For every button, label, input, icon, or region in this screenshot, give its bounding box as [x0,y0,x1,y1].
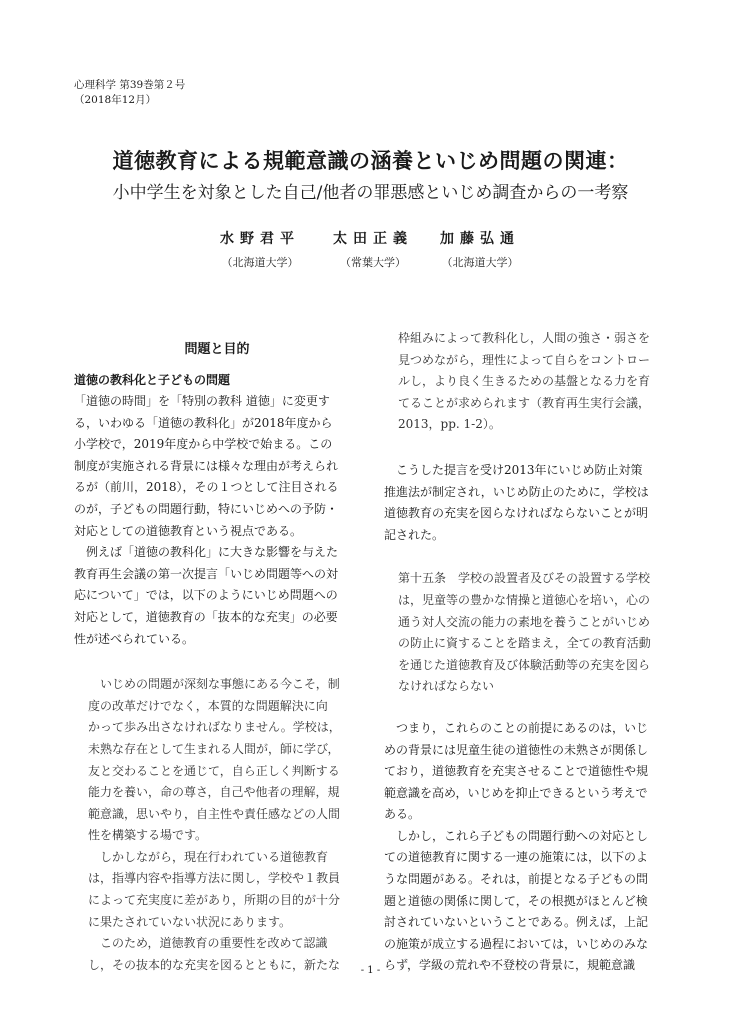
paragraph [384,826,670,977]
quote-line: 見つめながら，理性によって自らをコントロー [398,352,651,367]
text-line: 題と道徳の関係に関して，その根拠がほとんど検 [384,893,648,908]
quote-line: を通じた道徳教育及び体験活動等の充実を図ら [398,657,651,672]
text-line: 性が述べられている。 [74,631,195,646]
paragraph [74,391,360,542]
text-line: る，いわゆる「道徳の教科化」が2018年度から [74,415,333,430]
text-line: 記された。 [384,527,445,542]
author [425,228,535,270]
right-column [384,328,670,977]
quote-line: 度の改革だけでなく，本質的な問題解決に向 [88,698,328,713]
author-name: 太田正義 [333,231,413,247]
quote-line: いじめの問題が深刻な事態にある今こそ，制 [100,677,340,692]
quote-line: の防止に資することを踏まえ，全ての教育活動 [398,636,651,651]
author [205,228,315,270]
text-line: 範意識を高め，いじめを抑止できるという考えで [384,785,648,800]
quote-line: し，その抜本的な充実を図るとともに，新たな [88,957,341,972]
quote-line: 枠組みによって教科化し，人間の強さ・弱さを [398,331,651,345]
quote-line: 友と交わることを通じて，自ら正しく判断する [88,763,340,778]
text-line: 対応としての道徳教育という視点である。 [74,523,303,538]
left-column [74,340,360,976]
paper-subtitle: 小中学生を対象とした自己/他者の罪悪感といじめ調査からの一考察 [112,183,629,203]
author-affiliation: （北海道大学） [221,256,299,269]
block-quote [74,674,360,976]
journal-date: （2018年12月） [74,94,157,106]
text-line: めの背景には児童生徒の道徳性の未熟さが関係し [384,742,649,757]
quote-line: てることが求められます（教育再生実行会議， [398,395,651,410]
paper-title: 道徳教育による規範意識の涵養といじめ問題の関連： [112,148,629,173]
text-line: つまり，これらのことの前提にあるのは，いじ [396,720,649,735]
text-line: るが（前川，2018），その１つとして注目される [74,480,339,495]
author-affiliation: （北海道大学） [441,256,519,269]
quote-line: このため，道徳教育の重要性を改めて認識 [100,936,328,951]
quote-line: 未熟な存在として生まれる人間が，師に学び， [88,741,340,756]
quote-line: しかしながら，現在行われている道徳教育 [100,849,329,864]
text-line: らず，学級の荒れや不登校の背景に，規範意識 [384,958,636,973]
author-name: 加藤弘通 [440,231,520,247]
text-line: 例えば「道徳の教科化」に大きな影響を与えた [86,545,339,560]
text-line: ての道徳教育に関する一連の施策には，以下のよ [384,850,649,865]
paragraph [384,460,670,546]
quote-line: に果たされていない状況にあります。 [88,914,292,929]
author-affiliation: （常葉大学） [340,256,406,269]
quote-line: 範意識，思いやり，自主性や責任感などの人間 [88,806,341,821]
law-article-quote [384,568,670,698]
text-line: 道徳教育の充実を図らなければならないことが明 [384,506,649,521]
text-line: の施策が成立する過程においては，いじめのみな [384,936,649,951]
block-quote [384,328,670,436]
quote-line: は，指導内容や指導方法に関し，学校や１教員 [88,871,341,886]
author-name: 水野君平 [220,231,300,247]
quote-line: によって充実度に差があり，所期の目的が十分 [88,893,341,908]
text-line: うな問題がある。それは，前提となる子どもの問 [384,872,649,887]
quote-line: 性を構築する場です。 [88,828,208,843]
journal-info [74,78,185,108]
quote-line: 第十五条 学校の設置者及びその設置する学校 [398,571,651,586]
text-line: 教育再生会議の第一次提言「いじめ問題等への対 [74,566,339,581]
text-line: 制度が実施される背景には様々な理由が考えられ [74,458,339,473]
quote-line: かって歩み出さなければなりません。学校は， [88,720,341,735]
text-line: ており，道徳教育を充実させることで道徳性や規 [384,764,649,779]
journal-volume: 心理科学 第39巻第２号 [74,79,186,91]
quote-line: は，児童等の豊かな情操と道徳心を培い，心の [398,592,651,607]
quote-line: 能力を養い，命の尊さ，自己や他者の理解，規 [88,785,340,800]
text-line: 小学校で，2019年度から中学校で始まる。この [74,437,333,452]
quote-line: ルし，より良く生きるための基盤となる力を育 [398,374,651,389]
text-line: 推進法が制定され，いじめ防止のために，学校は [384,484,649,499]
author [318,228,428,270]
text-line: 対応として，道徳教育の「抜本的な充実」の必要 [74,609,338,624]
text-line: 応について」では，以下のようにいじめ問題への [74,588,338,603]
quote-line: 2013，pp. 1-2）。 [398,417,501,432]
subsection-heading: 道徳の教科化と子どもの問題 [74,373,231,387]
text-line: 討されていないということである。例えば，上記 [384,915,649,930]
page-number: - 1 - [360,965,381,976]
quote-line: なければならない [398,679,495,694]
section-heading: 問題と目的 [184,342,250,357]
text-line: 「道徳の時間」を「特別の教科 道徳」に変更す [74,394,330,408]
text-line: ある。 [384,807,421,822]
text-line: のが，子どもの問題行動，特にいじめへの予防・ [74,501,339,516]
text-line: しかし，これら子どもの問題行動への対応とし [396,828,649,843]
paragraph [384,718,670,826]
quote-line: 通う対人交流の能力の素地を養うことがいじめ [398,614,651,629]
text-line: こうした提言を受け2013年にいじめ防止対策 [396,462,643,477]
paragraph [74,542,360,650]
